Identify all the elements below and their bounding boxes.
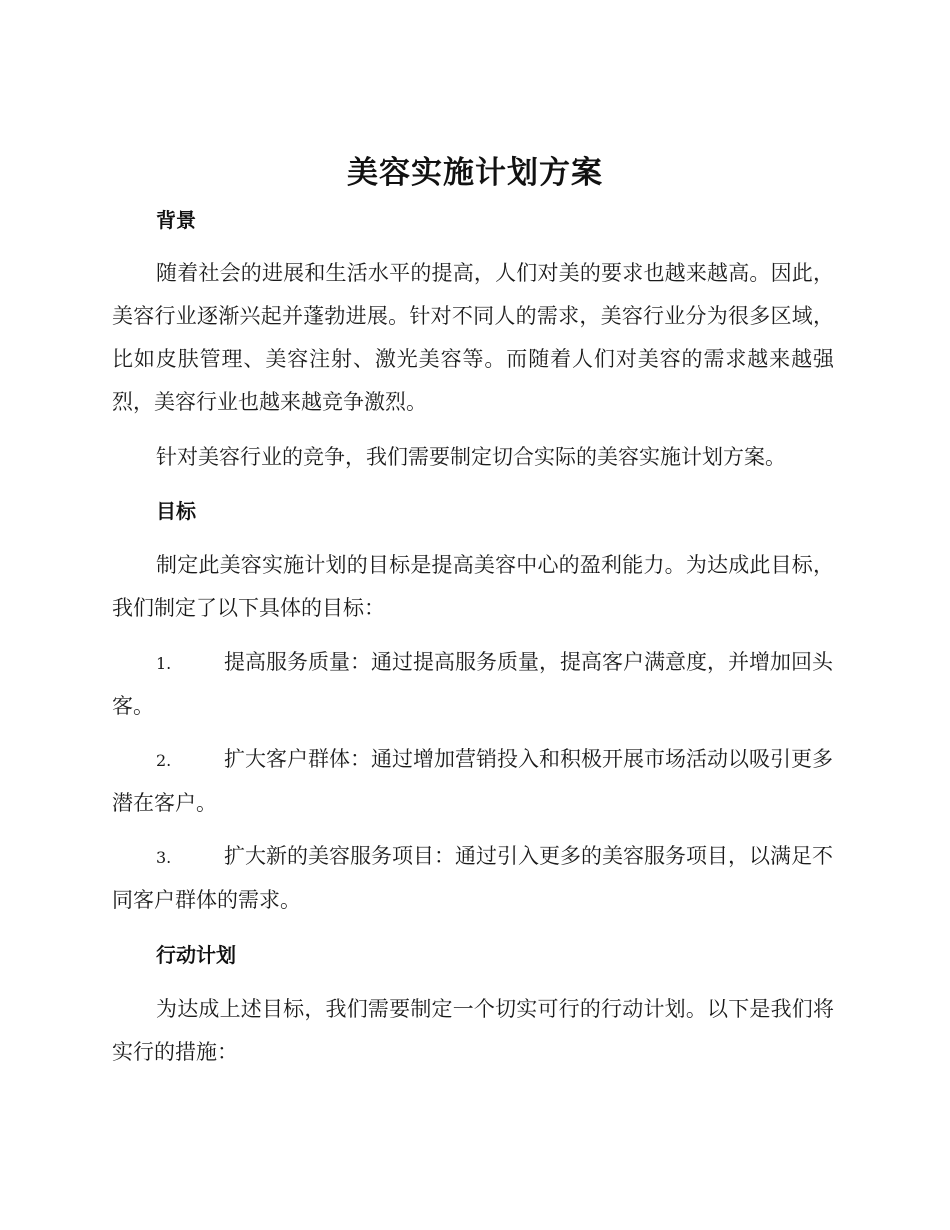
list-item-goal-1 [112, 641, 834, 728]
section-heading-action-plan: 行动计划 [156, 943, 236, 967]
section-heading-background: 背景 [156, 208, 196, 232]
list-item-goal-2 [112, 738, 834, 825]
paragraph-background-1: 随着社会的进展和生活水平的提高，人们对美的要求也越来越高。因此，美容行业逐渐兴起并蓬勃进展。针对不同人的需求，美容行业分为很多区域，比如皮肤管理、美容注射、激光美容等。而随着人们对美容的需求越来越强烈，美容行业也越来越竞争激烈。 [112, 261, 834, 414]
paragraph-action-plan-1: 为达成上述目标，我们需要制定一个切实可行的行动计划。以下是我们将实行的措施： [112, 997, 834, 1064]
paragraph-goals-1: 制定此美容实施计划的目标是提高美容中心的盈利能力。为达成此目标，我们制定了以下具体的目标： [112, 553, 834, 620]
list-item-text: 扩大客户群体：通过增加营销投入和积极开展市场活动以吸引更多潜在客户。 [112, 747, 833, 815]
list-item-goal-3 [112, 835, 834, 922]
paragraph-background-2: 针对美容行业的竞争，我们需要制定切合实际的美容实施计划方案。 [156, 445, 786, 469]
list-number: 1. [156, 654, 172, 673]
list-item-text: 提高服务质量：通过提高服务质量，提高客户满意度，并增加回头客。 [112, 650, 833, 718]
list-number: 2. [156, 751, 172, 770]
list-item-text: 扩大新的美容服务项目：通过引入更多的美容服务项目，以满足不同客户群体的需求。 [112, 844, 833, 912]
list-number: 3. [156, 848, 172, 867]
section-heading-goals: 目标 [156, 499, 196, 523]
document-title: 美容实施计划方案 [347, 155, 603, 191]
